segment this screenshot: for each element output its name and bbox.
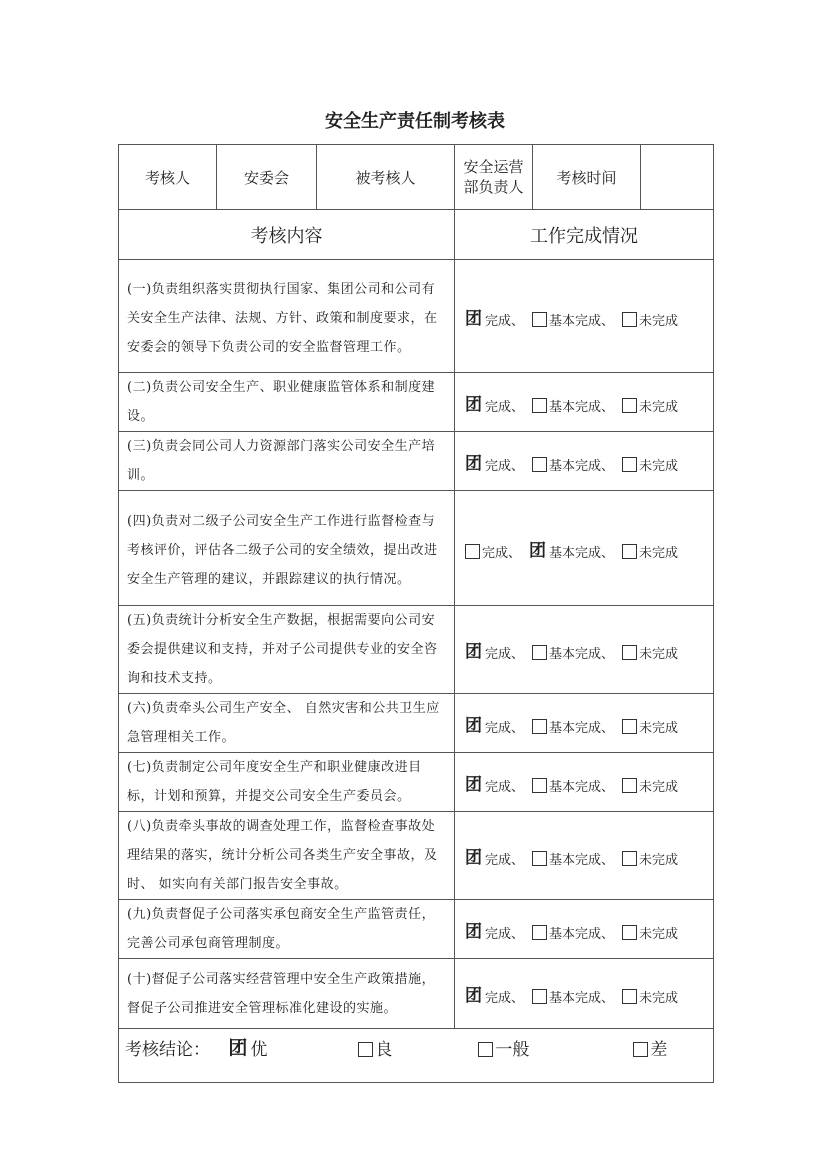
status-option[interactable]	[532, 776, 614, 795]
status-option[interactable]	[465, 637, 524, 662]
status-option[interactable]	[465, 390, 524, 415]
status-option-label: 未完成	[639, 720, 679, 736]
item-row	[119, 753, 714, 812]
status-option-label: 基本完成、	[549, 399, 615, 415]
status-header: 工作完成情况	[455, 210, 714, 260]
status-option-label: 基本完成、	[549, 926, 615, 942]
assessee-label: 被考核人	[317, 145, 455, 210]
status-option[interactable]	[622, 310, 678, 329]
status-option-label: 完成、	[485, 991, 525, 1006]
checkbox-icon[interactable]	[622, 851, 637, 866]
content-header: 考核内容	[119, 210, 455, 260]
checked-box-icon[interactable]: 团	[465, 986, 482, 1006]
status-option-label: 基本完成、	[549, 853, 615, 868]
checked-box-icon[interactable]: 团	[465, 774, 482, 795]
checkbox-icon[interactable]	[622, 457, 637, 472]
assessee-value-text: 安全运营部负责人	[463, 158, 524, 196]
status-option-label: 未完成	[639, 991, 679, 1006]
status-cell	[455, 812, 714, 900]
checkbox-icon[interactable]	[358, 1042, 373, 1057]
conclusion-cell	[119, 1029, 714, 1083]
status-option[interactable]	[465, 843, 524, 868]
status-option-label: 完成、	[485, 399, 525, 415]
status-option[interactable]	[622, 717, 678, 736]
status-option-label: 完成、	[485, 779, 525, 795]
checkbox-icon[interactable]	[532, 925, 547, 940]
assessor-label: 考核人	[119, 145, 217, 210]
status-option[interactable]	[532, 396, 614, 415]
status-option[interactable]	[529, 536, 614, 561]
status-option[interactable]	[622, 455, 678, 474]
checkbox-icon[interactable]	[532, 645, 547, 660]
conclusion-label: 考核结论：	[125, 1040, 210, 1060]
item-row	[119, 260, 714, 373]
checked-box-icon[interactable]: 团	[228, 1037, 248, 1059]
section-header-row	[119, 210, 714, 260]
status-option[interactable]	[465, 304, 524, 329]
status-option-label: 完成、	[485, 926, 525, 942]
items-body	[119, 260, 714, 1029]
conclusion-option-label: 一般	[495, 1040, 530, 1060]
status-option-label: 完成、	[485, 853, 525, 868]
checkbox-icon[interactable]	[622, 778, 637, 793]
status-option-label: 基本完成、	[549, 458, 615, 474]
status-cell	[455, 900, 714, 959]
status-option[interactable]	[532, 849, 614, 868]
checkbox-icon[interactable]	[532, 398, 547, 413]
status-option[interactable]	[622, 542, 678, 561]
status-option-label: 完成、	[485, 314, 525, 329]
checkbox-icon[interactable]	[532, 989, 547, 1004]
status-option-label: 基本完成、	[549, 720, 615, 736]
checked-box-icon[interactable]: 团	[465, 642, 482, 662]
conclusion-option-label: 差	[650, 1040, 668, 1060]
checkbox-icon[interactable]	[465, 544, 480, 559]
status-option[interactable]	[465, 711, 524, 736]
checkbox-icon[interactable]	[532, 778, 547, 793]
status-cell	[455, 260, 714, 373]
status-option-label: 未完成	[639, 853, 679, 868]
item-row	[119, 900, 714, 959]
checkbox-icon[interactable]	[532, 719, 547, 734]
item-text: (六)负责牵头公司生产安全、 自然灾害和公共卫生应急管理相关工作。	[119, 694, 455, 753]
status-option[interactable]	[465, 542, 521, 561]
item-text: (七)负责制定公司年度安全生产和职业健康改进目标，计划和预算，并提交公司安全生产委员会。	[119, 753, 455, 812]
conclusion-option[interactable]	[228, 1033, 358, 1060]
status-option-label: 未完成	[639, 926, 679, 942]
checkbox-icon[interactable]	[532, 312, 547, 327]
checkbox-icon[interactable]	[622, 312, 637, 327]
status-option[interactable]	[532, 310, 614, 329]
checked-box-icon[interactable]: 团	[465, 715, 482, 736]
status-cell	[455, 694, 714, 753]
checked-box-icon[interactable]: 团	[465, 921, 482, 942]
status-option[interactable]	[465, 449, 524, 474]
status-option-label: 未完成	[639, 647, 679, 662]
status-cell	[455, 373, 714, 432]
item-text: (四)负责对二级子公司安全生产工作进行监督检查与考核评价，评估各二级子公司的安全绩效，提出改进安全生产管理的建议，并跟踪建议的执行情况。	[119, 491, 455, 606]
status-option[interactable]	[532, 643, 614, 662]
assessee-value	[455, 145, 533, 210]
status-cell	[455, 753, 714, 812]
checkbox-icon[interactable]	[622, 544, 637, 559]
item-row	[119, 432, 714, 491]
checked-box-icon[interactable]: 团	[465, 394, 482, 415]
checked-box-icon[interactable]: 团	[465, 453, 482, 474]
status-option[interactable]	[465, 981, 524, 1006]
checkbox-icon[interactable]	[478, 1042, 493, 1057]
header-row	[119, 145, 714, 210]
item-row	[119, 606, 714, 694]
status-option[interactable]	[622, 643, 678, 662]
checked-box-icon[interactable]: 团	[529, 540, 547, 561]
status-option-label: 未完成	[639, 545, 679, 561]
time-label: 考核时间	[533, 145, 641, 210]
checkbox-icon[interactable]	[532, 851, 547, 866]
checkbox-icon[interactable]	[633, 1042, 648, 1057]
conclusion-row	[119, 1029, 714, 1083]
item-text: (二)负责公司安全生产、职业健康监管体系和制度建设。	[119, 373, 455, 432]
item-row	[119, 491, 714, 606]
conclusion-option[interactable]	[358, 1035, 478, 1060]
status-option-label: 基本完成、	[549, 991, 615, 1006]
item-row	[119, 373, 714, 432]
time-value[interactable]	[641, 145, 714, 210]
item-row	[119, 959, 714, 1029]
checkbox-icon[interactable]	[622, 398, 637, 413]
status-option[interactable]	[465, 917, 524, 942]
conclusion-option-label: 优	[250, 1040, 268, 1060]
item-row	[119, 812, 714, 900]
status-option[interactable]	[622, 987, 678, 1006]
status-option-label: 基本完成、	[549, 779, 615, 795]
checkbox-icon[interactable]	[622, 645, 637, 660]
checkbox-icon[interactable]	[622, 719, 637, 734]
checkbox-icon[interactable]	[622, 989, 637, 1004]
status-option-label: 未完成	[639, 458, 679, 474]
item-text: (九)负责督促子公司落实承包商安全生产监管责任，完善公司承包商管理制度。	[119, 900, 455, 959]
status-option-label: 未完成	[639, 779, 679, 795]
checked-box-icon[interactable]: 团	[465, 309, 482, 329]
status-option-label: 基本完成、	[549, 647, 615, 662]
status-cell	[455, 959, 714, 1029]
item-text: (八)负责牵头事故的调查处理工作，监督检查事故处理结果的落实，统计分析公司各类生产安全事故，及时、 如实向有关部门报告安全事故。	[119, 812, 455, 900]
status-option[interactable]	[532, 987, 614, 1006]
status-option[interactable]	[465, 770, 524, 795]
item-text: (一)负责组织落实贯彻执行国家、集团公司和公司有关安全生产法律、法规、方针、政策和制度要求，在安委会的领导下负责公司的安全监督管理工作。	[119, 260, 455, 373]
checked-box-icon[interactable]: 团	[465, 848, 482, 868]
status-option-label: 基本完成、	[549, 314, 615, 329]
status-option[interactable]	[532, 717, 614, 736]
status-cell	[455, 432, 714, 491]
checkbox-icon[interactable]	[532, 457, 547, 472]
item-row	[119, 694, 714, 753]
status-option-label: 完成、	[482, 545, 522, 561]
item-text: (十)督促子公司落实经营管理中安全生产政策措施，督促子公司推进安全管理标准化建设的实施。	[119, 959, 455, 1029]
status-cell	[455, 491, 714, 606]
assessor-value: 安委会	[217, 145, 317, 210]
status-option[interactable]	[622, 776, 678, 795]
status-option-label: 基本完成、	[549, 545, 615, 561]
item-text: (三)负责会同公司人力资源部门落实公司安全生产培训。	[119, 432, 455, 491]
status-option-label: 完成、	[485, 720, 525, 736]
conclusion-option-label: 良	[375, 1040, 393, 1060]
conclusion-option[interactable]	[633, 1035, 667, 1060]
status-option[interactable]	[532, 923, 614, 942]
status-option-label: 未完成	[639, 399, 679, 415]
status-option[interactable]	[622, 923, 678, 942]
status-option-label: 完成、	[485, 458, 525, 474]
page-title: 安全生产责任制考核表	[325, 111, 505, 132]
checkbox-icon[interactable]	[622, 925, 637, 940]
status-option[interactable]	[532, 455, 614, 474]
status-option-label: 完成、	[485, 647, 525, 662]
item-text: (五)负责统计分析安全生产数据，根据需要向公司安委会提供建议和支持，并对子公司提供专业的安全咨询和技术支持。	[119, 606, 455, 694]
status-option[interactable]	[622, 396, 678, 415]
status-cell	[455, 606, 714, 694]
status-option-label: 未完成	[639, 314, 679, 329]
conclusion-option[interactable]	[478, 1035, 633, 1060]
status-option[interactable]	[622, 849, 678, 868]
assessment-table	[118, 144, 714, 1083]
